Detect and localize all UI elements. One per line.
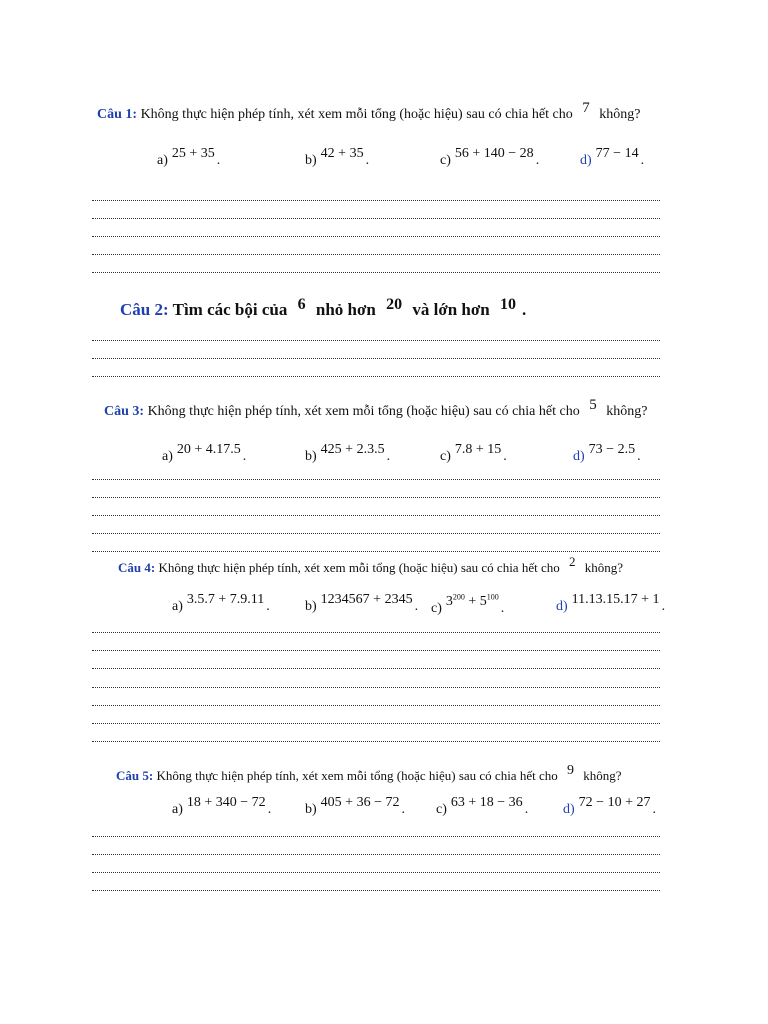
answer-line [92,236,660,237]
q4-option-c: c) $3^{200} + 5^{100}$. [431,592,505,616]
answer-line [92,687,660,688]
q5-option-b: b) 405 + 36 − 72 . [305,795,405,817]
q5-option-d: d) 72 − 10 + 27 . [563,795,656,817]
q3-option-c: c) 7.8 + 15 . [440,442,507,464]
q1-text: Không thực hiện phép tính, xét xem mỗi tổng (hoặc hiệu) sau có chia hết cho [140,107,573,122]
q1-text-after: không? [599,107,641,122]
q4-option-b: b) 1234567 + 2345 . [305,592,419,614]
answer-line [92,200,660,201]
q4-label: Câu 4: [118,560,156,575]
q1-option-c: c) 56 + 140 − 28 . [440,146,540,168]
q5-label: Câu 5: [116,768,154,783]
q2-title: Câu 2: Tìm các bội của 6 nhỏ hơn 20 và lớn hơn 10 . [120,296,527,319]
answer-line [92,533,660,534]
q1-label: Câu 1: [97,107,138,122]
answer-line [92,515,660,516]
answer-line [92,340,660,341]
answer-line [92,632,660,633]
q1-number: 7 [582,100,590,116]
q3-title: Câu 3: Không thực hiện phép tính, xét xem mỗi tổng (hoặc hiệu) sau có chia hết cho 5 không? [104,397,648,419]
answer-line [92,479,660,480]
answer-line [92,890,660,891]
answer-line [92,551,660,552]
q4-option-a: a) 3.5.7 + 7.9.11 . [172,592,270,614]
q4-option-d: d) 11.13.15.17 + 1 . [556,592,666,614]
answer-line [92,705,660,706]
q4-title: Câu 4: Không thực hiện phép tính, xét xem mỗi tổng (hoặc hiệu) sau có chia hết cho 2 không? [118,554,624,575]
q5-title: Câu 5: Không thực hiện phép tính, xét xem mỗi tổng (hoặc hiệu) sau có chia hết cho 9 không? [116,763,622,783]
q5-option-a: a) 18 + 340 − 72 . [172,795,272,817]
answer-line [92,723,660,724]
q5-option-c: c) 63 + 18 − 36 . [436,795,529,817]
answer-line [92,272,660,273]
answer-line [92,854,660,855]
q3-option-b: b) 425 + 2.3.5 . [305,442,391,464]
answer-line [92,497,660,498]
answer-line [92,376,660,377]
answer-line [92,668,660,669]
answer-line [92,358,660,359]
q1-option-d: d) 77 − 14 . [580,146,645,168]
q3-label: Câu 3: [104,404,145,419]
q3-option-a: a) 20 + 4.17.5 . [162,442,247,464]
answer-line [92,872,660,873]
answer-line [92,254,660,255]
q2-label: Câu 2: [120,300,169,319]
answer-line [92,836,660,837]
q1-option-a: a) 25 + 35 . [157,146,221,168]
answer-line [92,218,660,219]
answer-line [92,650,660,651]
q1-option-b: b) 42 + 35 . [305,146,370,168]
q1-title [97,100,641,123]
answer-line [92,741,660,742]
q3-option-d: d) 73 − 2.5 . [573,442,641,464]
